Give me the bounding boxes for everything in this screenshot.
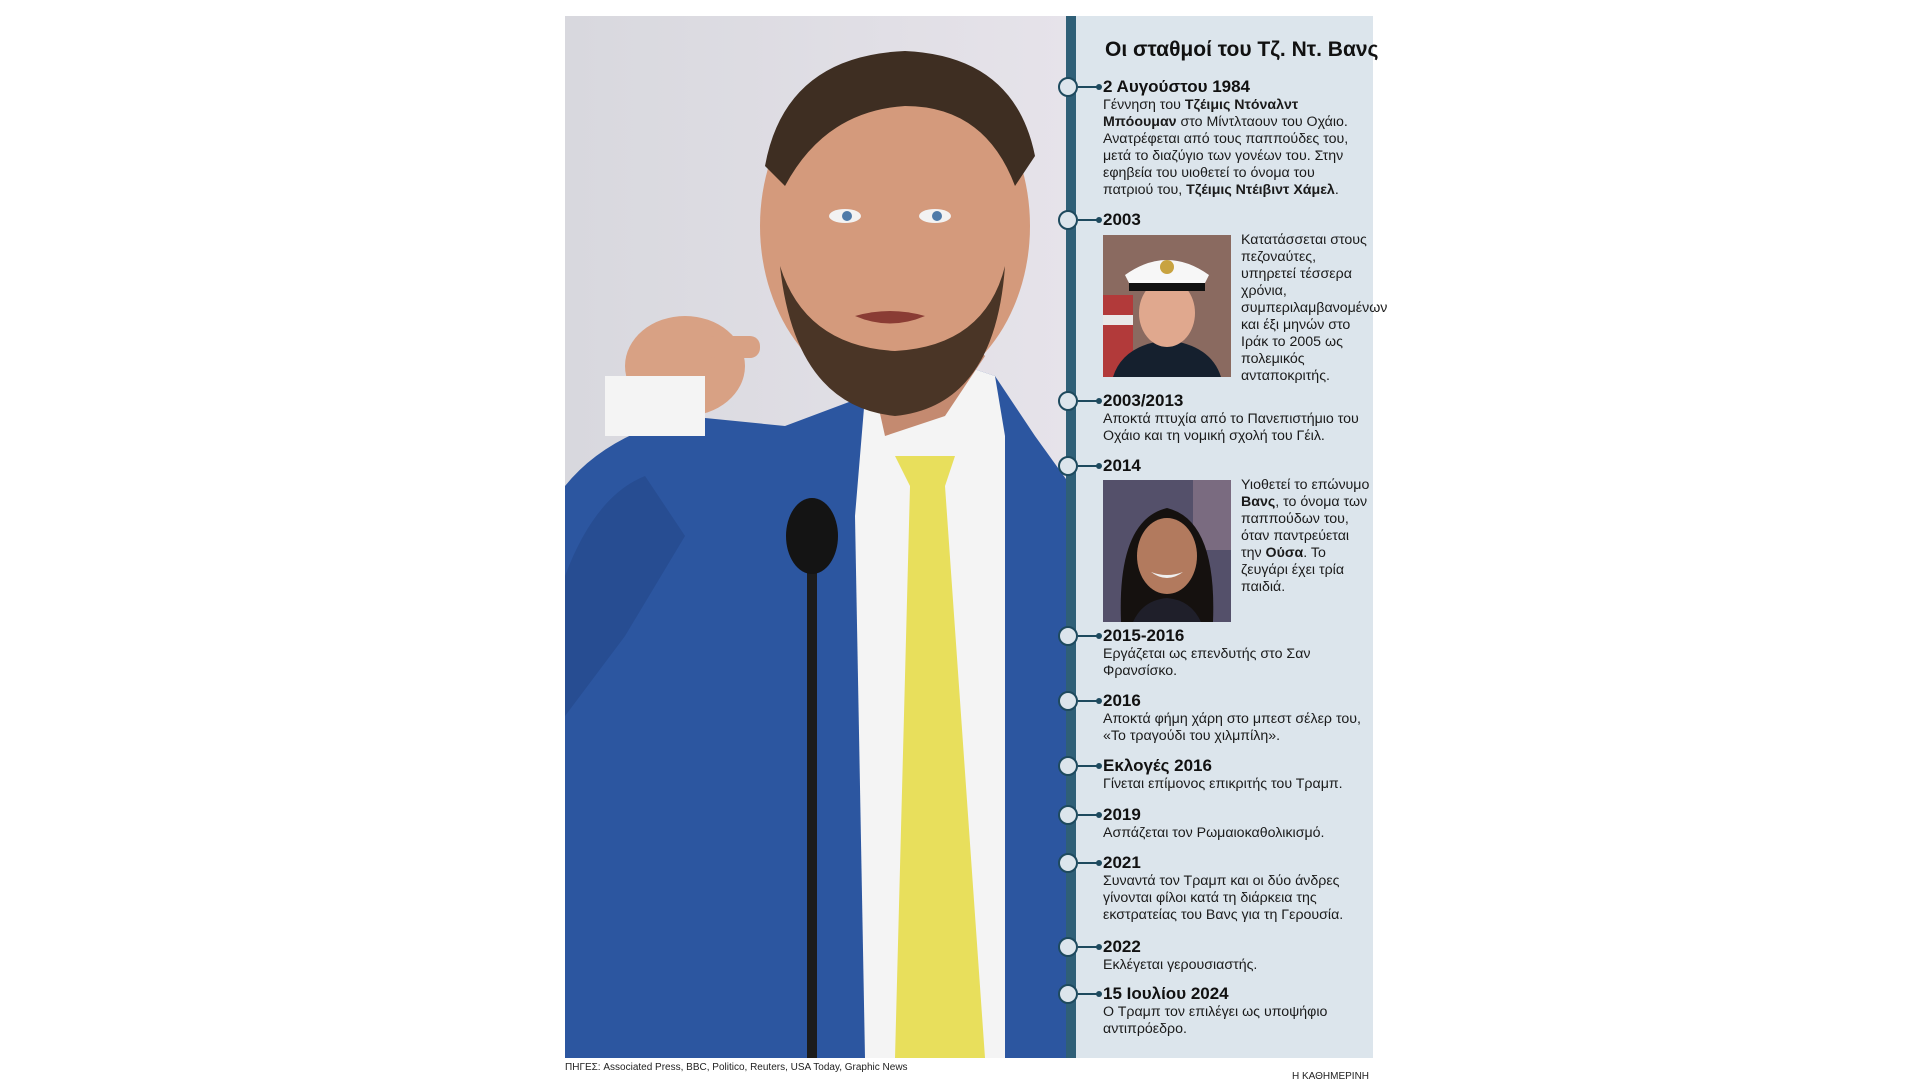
publisher-brand: Η ΚΑΘΗΜΕΡΙΝΗ [1292,1071,1370,1082]
event-text: Ο Τραμπ τον επιλέγει ως υποψήφιο αντιπρόεδρο. [1103,1004,1328,1037]
timeline-connector [1078,635,1100,637]
timeline-marker [1058,456,1078,476]
timeline-event [1103,937,1365,974]
timeline-event [1103,626,1365,680]
timeline-event [1103,984,1365,1038]
timeline-connector [1078,219,1100,221]
timeline-connector [1078,400,1100,402]
event-date: 15 Ιουλίου 2024 [1103,984,1229,1003]
event-date: 2016 [1103,691,1141,710]
event-date: 2015-2016 [1103,626,1185,645]
timeline-marker [1058,805,1078,825]
event-text: Εκλέγεται γερουσιαστής. [1103,957,1258,973]
timeline-connector [1078,814,1100,816]
timeline-event [1103,210,1365,230]
timeline-connector [1078,86,1100,88]
timeline-marker [1058,937,1078,957]
event-text: Ασπάζεται τον Ρωμαιοκαθολικισμό. [1103,825,1325,841]
timeline-marker [1058,853,1078,873]
timeline-marker [1058,691,1078,711]
timeline-connector [1078,946,1100,948]
timeline-marker [1058,210,1078,230]
event-text: Αποκτά φήμη χάρη στο μπεστ σέλερ του, «Το τραγούδι του χιλμπίλη». [1103,711,1361,744]
event-text: Συναντά τον Τραμπ και οι δύο άνδρες γίνονται φίλοι κατά τη διάρκεια της εκστρατείας του Βανς για τη Γερουσία. [1103,873,1344,923]
timeline-connector [1078,993,1100,995]
infographic [565,16,1388,1058]
event-text: Γίνεται επίμονος επικριτής του Τραμπ. [1103,776,1343,792]
timeline-marker [1058,391,1078,411]
sources-credit: ΠΗΓΕΣ: Associated Press, BBC, Politico, Reuters, USA Today, Graphic News [565,1062,908,1073]
timeline-event [1103,853,1365,924]
event-date: 2022 [1103,937,1141,956]
event-text: Κατατάσσεται στους πεζοναύτες, υπηρετεί τέσσερα χρόνια, συμπεριλαμβανομένων και έξι μηνών στο Ιράκ το 2005 ως πολεμικός ανταποκριτής. [1241,232,1388,384]
timeline-marker [1058,756,1078,776]
event-date: 2003 [1103,210,1141,229]
event-date: 2019 [1103,805,1141,824]
timeline-event [1103,691,1365,745]
timeline-event [1103,456,1365,476]
timeline-marker [1058,984,1078,1004]
event-date: 2 Αυγούστου 1984 [1103,77,1251,96]
timeline-marker [1058,77,1078,97]
event-text: Υιοθετεί το επώνυμο Βανς, το όνομα των παππούδων του, όταν παντρεύεται την Ούσα. Το ζευγάρι έχει τρία παιδιά. [1241,477,1370,595]
timeline-event [1103,805,1365,842]
timeline-marker [1058,626,1078,646]
timeline-line [1066,16,1076,1058]
timeline-title: Οι σταθμοί του Τζ. Ντ. Βανς [1105,38,1379,61]
event-date: Εκλογές 2016 [1103,756,1212,775]
marine-photo [1103,235,1231,377]
timeline-event [1103,77,1365,199]
event-date: 2003/2013 [1103,391,1184,410]
portrait-photo [565,16,1071,1058]
event-text: Αποκτά πτυχία από το Πανεπιστήμιο του Οχάιο και τη νομική σχολή του Γέιλ. [1103,411,1359,444]
event-date: 2021 [1103,853,1141,872]
timeline-connector [1078,862,1100,864]
event-date: 2014 [1103,456,1141,475]
timeline-event [1103,391,1365,445]
event-text: Γέννηση του Τζέιμις Ντόναλντ Μπόουμαν στο Μίντλταουν του Οχάιο. Ανατρέφεται από τους παππούδες του, μετά το διαζύγιο των γονέων του. Στην εφηβεία του υιοθετεί το όνομα του πατριού του, Τζέιμις Ντέιβιντ Χάμελ. [1103,97,1349,198]
event-text: Εργάζεται ως επενδυτής στο Σαν Φρανσίσκο. [1103,646,1311,679]
usha-photo [1103,480,1231,622]
timeline-connector [1078,700,1100,702]
timeline-connector [1078,465,1100,467]
timeline-event [1103,756,1365,793]
timeline-connector [1078,765,1100,767]
